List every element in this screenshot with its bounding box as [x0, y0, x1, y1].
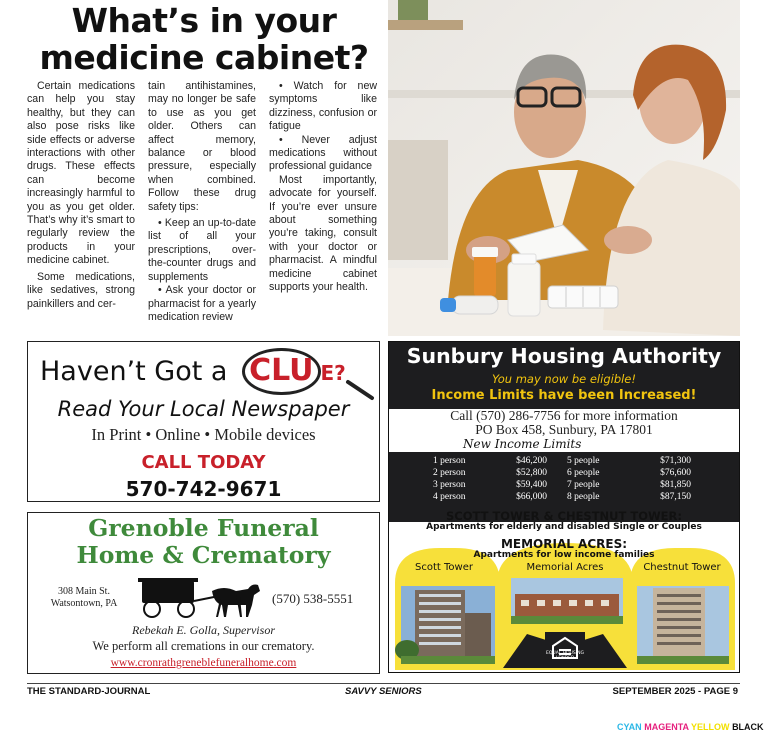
funeral-phone[interactable]: (570) 538-5551 — [272, 591, 354, 606]
article-column-3 — [269, 80, 377, 295]
income-amount: $76,600 — [660, 468, 691, 478]
funeral-address-street: 308 Main St. — [58, 586, 110, 597]
income-row — [567, 492, 691, 502]
equal-housing-line-1: EQUAL HOUSING — [546, 651, 584, 656]
color-registration-marks — [617, 722, 764, 732]
newspaper-ad — [27, 341, 380, 502]
housing-call[interactable]: Call (570) 286-7756 for more information — [450, 408, 678, 423]
housing-title: Sunbury Housing Authority — [406, 344, 722, 368]
funeral-title-line-1: Grenoble Funeral — [88, 514, 319, 542]
clue-formats: In Print • Online • Mobile devices — [91, 425, 316, 444]
income-limits-title: New Income Limits — [453, 437, 591, 452]
article-tip: • Watch for new symptoms like dizziness, confusion or fatigue — [269, 80, 377, 133]
income-people: 8 people — [567, 492, 600, 502]
article-tip: • Ask your doctor or pharmacist for a yearly medication review — [148, 284, 256, 323]
income-people: 2 person — [433, 468, 466, 478]
funeral-supervisor: Rebekah E. Golla, Supervisor — [132, 623, 275, 637]
article-paragraph: Most importantly, advocate for yourself. If you’re ever unsure about something you’re taking, consult with your doctor or pharmacist. A mindful medicine cabinet supports your health. — [269, 173, 377, 294]
income-row — [433, 492, 547, 502]
income-people: 6 people — [567, 468, 600, 478]
income-row — [433, 480, 547, 490]
article-tip: • Keep an up-to-date list of all your prescriptions, over-the-counter drugs and supplements — [148, 217, 256, 283]
article-paragraph: tain antihistamines, may no longer be safe to use as you get older. Others can affect memory, balance or blood pressure, especially when combined. Follow these drug safety tips: — [148, 80, 256, 213]
clue-word-rest: E? — [320, 361, 346, 385]
label-scott-tower: Scott Tower — [415, 562, 473, 573]
income-people: 3 person — [433, 480, 466, 490]
label-memorial-acres: Memorial Acres — [526, 562, 604, 573]
footer-rule — [27, 683, 740, 684]
housing-authority-ad — [388, 341, 740, 673]
clue-headline-text: Haven’t Got a — [40, 356, 228, 387]
article-column-1 — [27, 80, 135, 311]
income-people: 1 person — [433, 456, 466, 466]
horse-carriage-icon — [136, 575, 272, 619]
cmyk-cyan: CYAN — [617, 722, 642, 732]
clue-word: CLU — [249, 353, 314, 388]
cmyk-black: BLACK — [732, 722, 764, 732]
footer-publication: THE STANDARD-JOURNAL — [27, 686, 151, 697]
article-paragraph: Certain medications can help you stay healthy, but they can also pose risks like side effects or adverse interactions with other drugs. These effects can become increasingly harmful to you as you get older. That’s why it’s smart to regularly review the products in your medicine cabinet. — [27, 80, 135, 267]
headline: What’s in your medicine cabinet? — [39, 1, 369, 77]
funeral-website-link[interactable]: www.cronrathgreneblefuneralhome.com — [110, 657, 297, 669]
income-row — [567, 468, 691, 478]
footer-section: SAVVY SENIORS — [345, 686, 422, 697]
equal-housing-lender-badge — [539, 651, 591, 661]
clue-call-today: CALL TODAY — [141, 452, 266, 473]
housing-limits-increased: Income Limits have been Increased! — [431, 388, 697, 403]
income-people: 4 person — [433, 492, 466, 502]
income-row — [567, 456, 691, 466]
label-chestnut-tower: Chestnut Tower — [643, 562, 721, 573]
income-row — [433, 456, 547, 466]
cmyk-magenta: MAGENTA — [644, 722, 689, 732]
funeral-cremations: We perform all cremations in our crematory. — [92, 639, 315, 653]
photo-illustration — [388, 0, 740, 336]
article-column-2 — [148, 80, 256, 324]
funeral-home-ad — [27, 512, 380, 674]
clue-phone[interactable]: 570-742-9671 — [125, 477, 282, 501]
housing-po-box: PO Box 458, Sunbury, PA 17801 — [475, 422, 653, 437]
clue-magnifier — [242, 348, 320, 395]
memorial-heading: MEMORIAL ACRES: — [500, 537, 628, 551]
memorial-description: Apartments for low income families — [473, 550, 655, 560]
article-tip: • Never adjust medications without professional guidance — [269, 133, 377, 173]
equal-housing-line-2: LENDER — [555, 656, 575, 661]
towers-heading: SCOTT TOWER & CHESTNUT TOWER: — [446, 509, 682, 523]
funeral-title — [28, 515, 379, 569]
clue-headline — [40, 348, 346, 395]
income-amount: $52,800 — [516, 468, 547, 478]
income-amount: $59,400 — [516, 480, 547, 490]
article-paragraph: Some medications, like sedatives, strong painkillers and cer- — [27, 270, 135, 310]
income-amount: $81,850 — [660, 480, 691, 490]
income-row — [567, 480, 691, 490]
income-amount: $46,200 — [516, 456, 547, 466]
funeral-title-line-2: Home & Crematory — [76, 541, 331, 569]
clue-read-line: Read Your Local Newspaper — [57, 397, 350, 421]
income-people: 7 people — [567, 480, 600, 490]
photo-couple-medications — [388, 0, 740, 336]
footer-date-page: SEPTEMBER 2025 - PAGE 9 — [612, 686, 738, 697]
income-amount: $71,300 — [660, 456, 691, 466]
income-row — [433, 468, 547, 478]
cmyk-yellow: YELLOW — [691, 722, 730, 732]
income-amount: $87,150 — [660, 492, 691, 502]
towers-description: Apartments for elderly and disabled Single or Couples — [426, 522, 702, 532]
housing-eligible: You may now be eligible! — [491, 372, 636, 386]
funeral-address-city: Watsontown, PA — [50, 598, 118, 609]
income-amount: $66,000 — [516, 492, 547, 502]
funeral-address — [34, 586, 134, 610]
income-people: 5 people — [567, 456, 600, 466]
